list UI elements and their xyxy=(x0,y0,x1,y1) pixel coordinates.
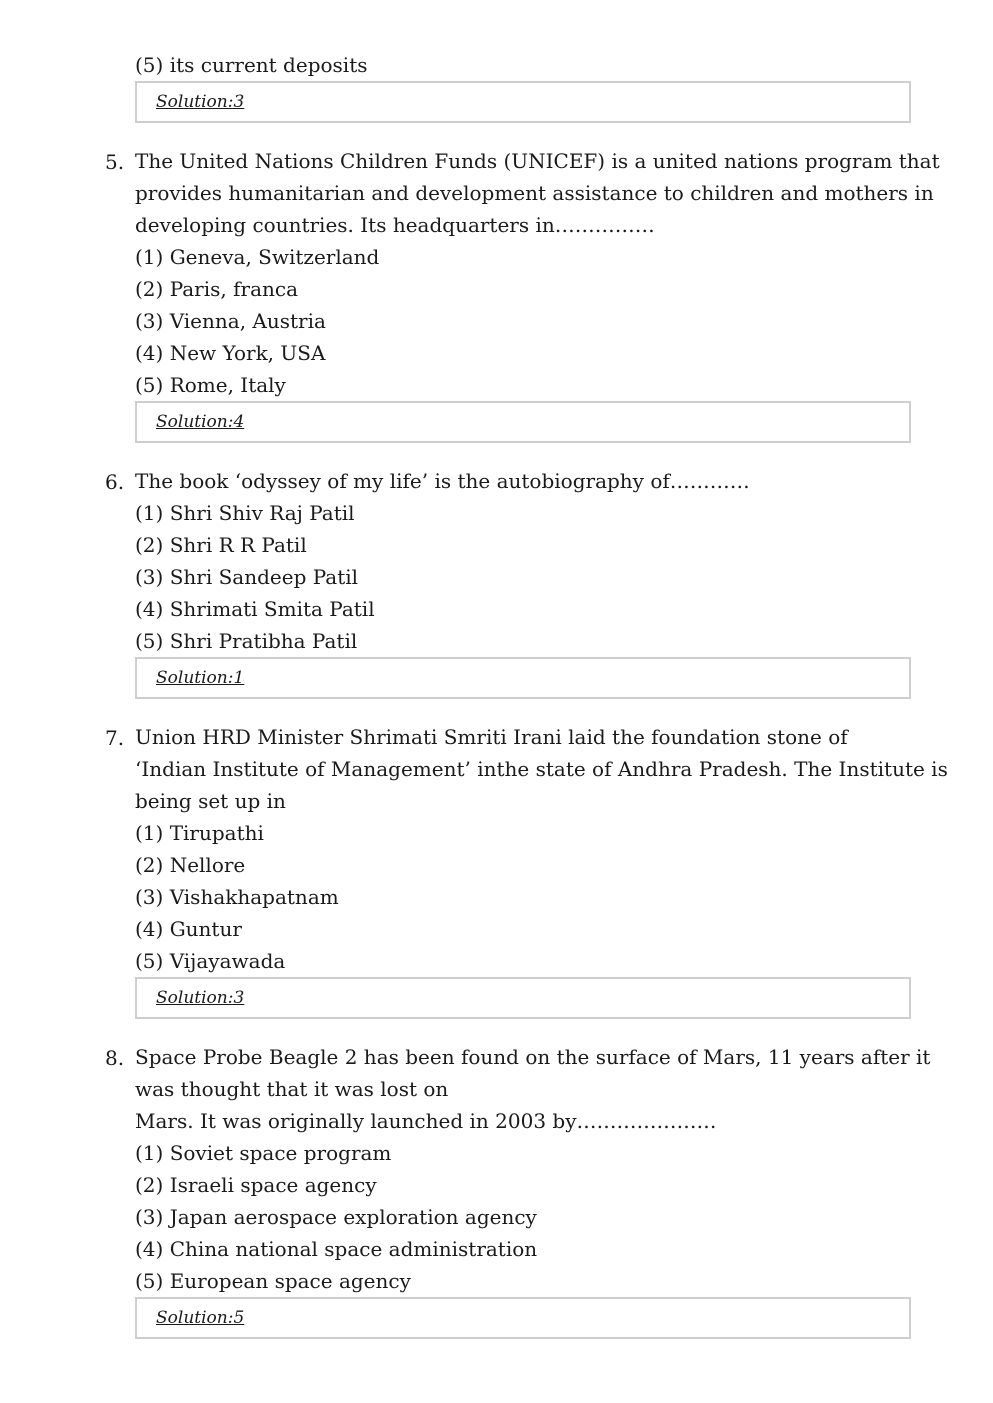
solution-link[interactable]: Solution:5 xyxy=(156,1308,245,1328)
solution-box xyxy=(135,657,911,699)
question-number: 6. xyxy=(105,470,125,494)
question-text-line: was thought that it was lost on xyxy=(135,1077,449,1101)
question-number: 8. xyxy=(105,1046,125,1070)
solution-link[interactable]: Solution:4 xyxy=(156,412,245,432)
option-text: (2) Shri R R Patil xyxy=(135,533,307,557)
solution-link[interactable]: Solution:3 xyxy=(156,92,245,112)
question-text-line: Mars. It was originally launched in 2003 by………………… xyxy=(135,1109,717,1133)
option-text: (2) Nellore xyxy=(135,853,246,877)
option-text: (1) Geneva, Switzerland xyxy=(135,245,380,269)
question-number: 5. xyxy=(105,150,125,174)
option-text: (4) China national space administration xyxy=(135,1237,538,1261)
option-text: (2) Israeli space agency xyxy=(135,1173,377,1197)
option-text: (3) Vienna, Austria xyxy=(135,309,326,333)
option-text: (1) Soviet space program xyxy=(135,1141,392,1165)
question-text-line: provides humanitarian and development assistance to children and mothers in xyxy=(135,181,934,205)
option-text: (5) European space agency xyxy=(135,1269,411,1293)
solution-box xyxy=(135,1297,911,1339)
option-text: (4) Shrimati Smita Patil xyxy=(135,597,375,621)
option-text: (1) Shri Shiv Raj Patil xyxy=(135,501,355,525)
solution-box xyxy=(135,81,911,123)
option-text: (3) Vishakhapatnam xyxy=(135,885,339,909)
question-text-line: The book ‘odyssey of my life’ is the autobiography of………… xyxy=(135,469,750,493)
question-text-line: Union HRD Minister Shrimati Smriti Irani laid the foundation stone of xyxy=(135,725,848,749)
question-text-line: developing countries. Its headquarters in…………… xyxy=(135,213,655,237)
option-text: (3) Shri Sandeep Patil xyxy=(135,565,359,589)
option-text: (5) Vijayawada xyxy=(135,949,286,973)
option-text: (3) Japan aerospace exploration agency xyxy=(135,1205,537,1229)
solution-link[interactable]: Solution:1 xyxy=(156,668,245,688)
option-text: (4) New York, USA xyxy=(135,341,326,365)
question-text-line: ‘Indian Institute of Management’ inthe state of Andhra Pradesh. The Institute is xyxy=(135,757,948,781)
option-text: (4) Guntur xyxy=(135,917,242,941)
question-text-line: The United Nations Children Funds (UNICEF) is a united nations program that xyxy=(135,149,940,173)
option-text: (1) Tirupathi xyxy=(135,821,264,845)
option-text: (5) its current deposits xyxy=(135,53,368,77)
question-text-line: being set up in xyxy=(135,789,286,813)
solution-box xyxy=(135,401,911,443)
solution-link[interactable]: Solution:3 xyxy=(156,988,245,1008)
question-text-line: Space Probe Beagle 2 has been found on the surface of Mars, 11 years after it xyxy=(135,1045,931,1069)
option-text: (5) Rome, Italy xyxy=(135,373,286,397)
question-number: 7. xyxy=(105,726,125,750)
option-text: (5) Shri Pratibha Patil xyxy=(135,629,358,653)
option-text: (2) Paris, franca xyxy=(135,277,298,301)
solution-box xyxy=(135,977,911,1019)
